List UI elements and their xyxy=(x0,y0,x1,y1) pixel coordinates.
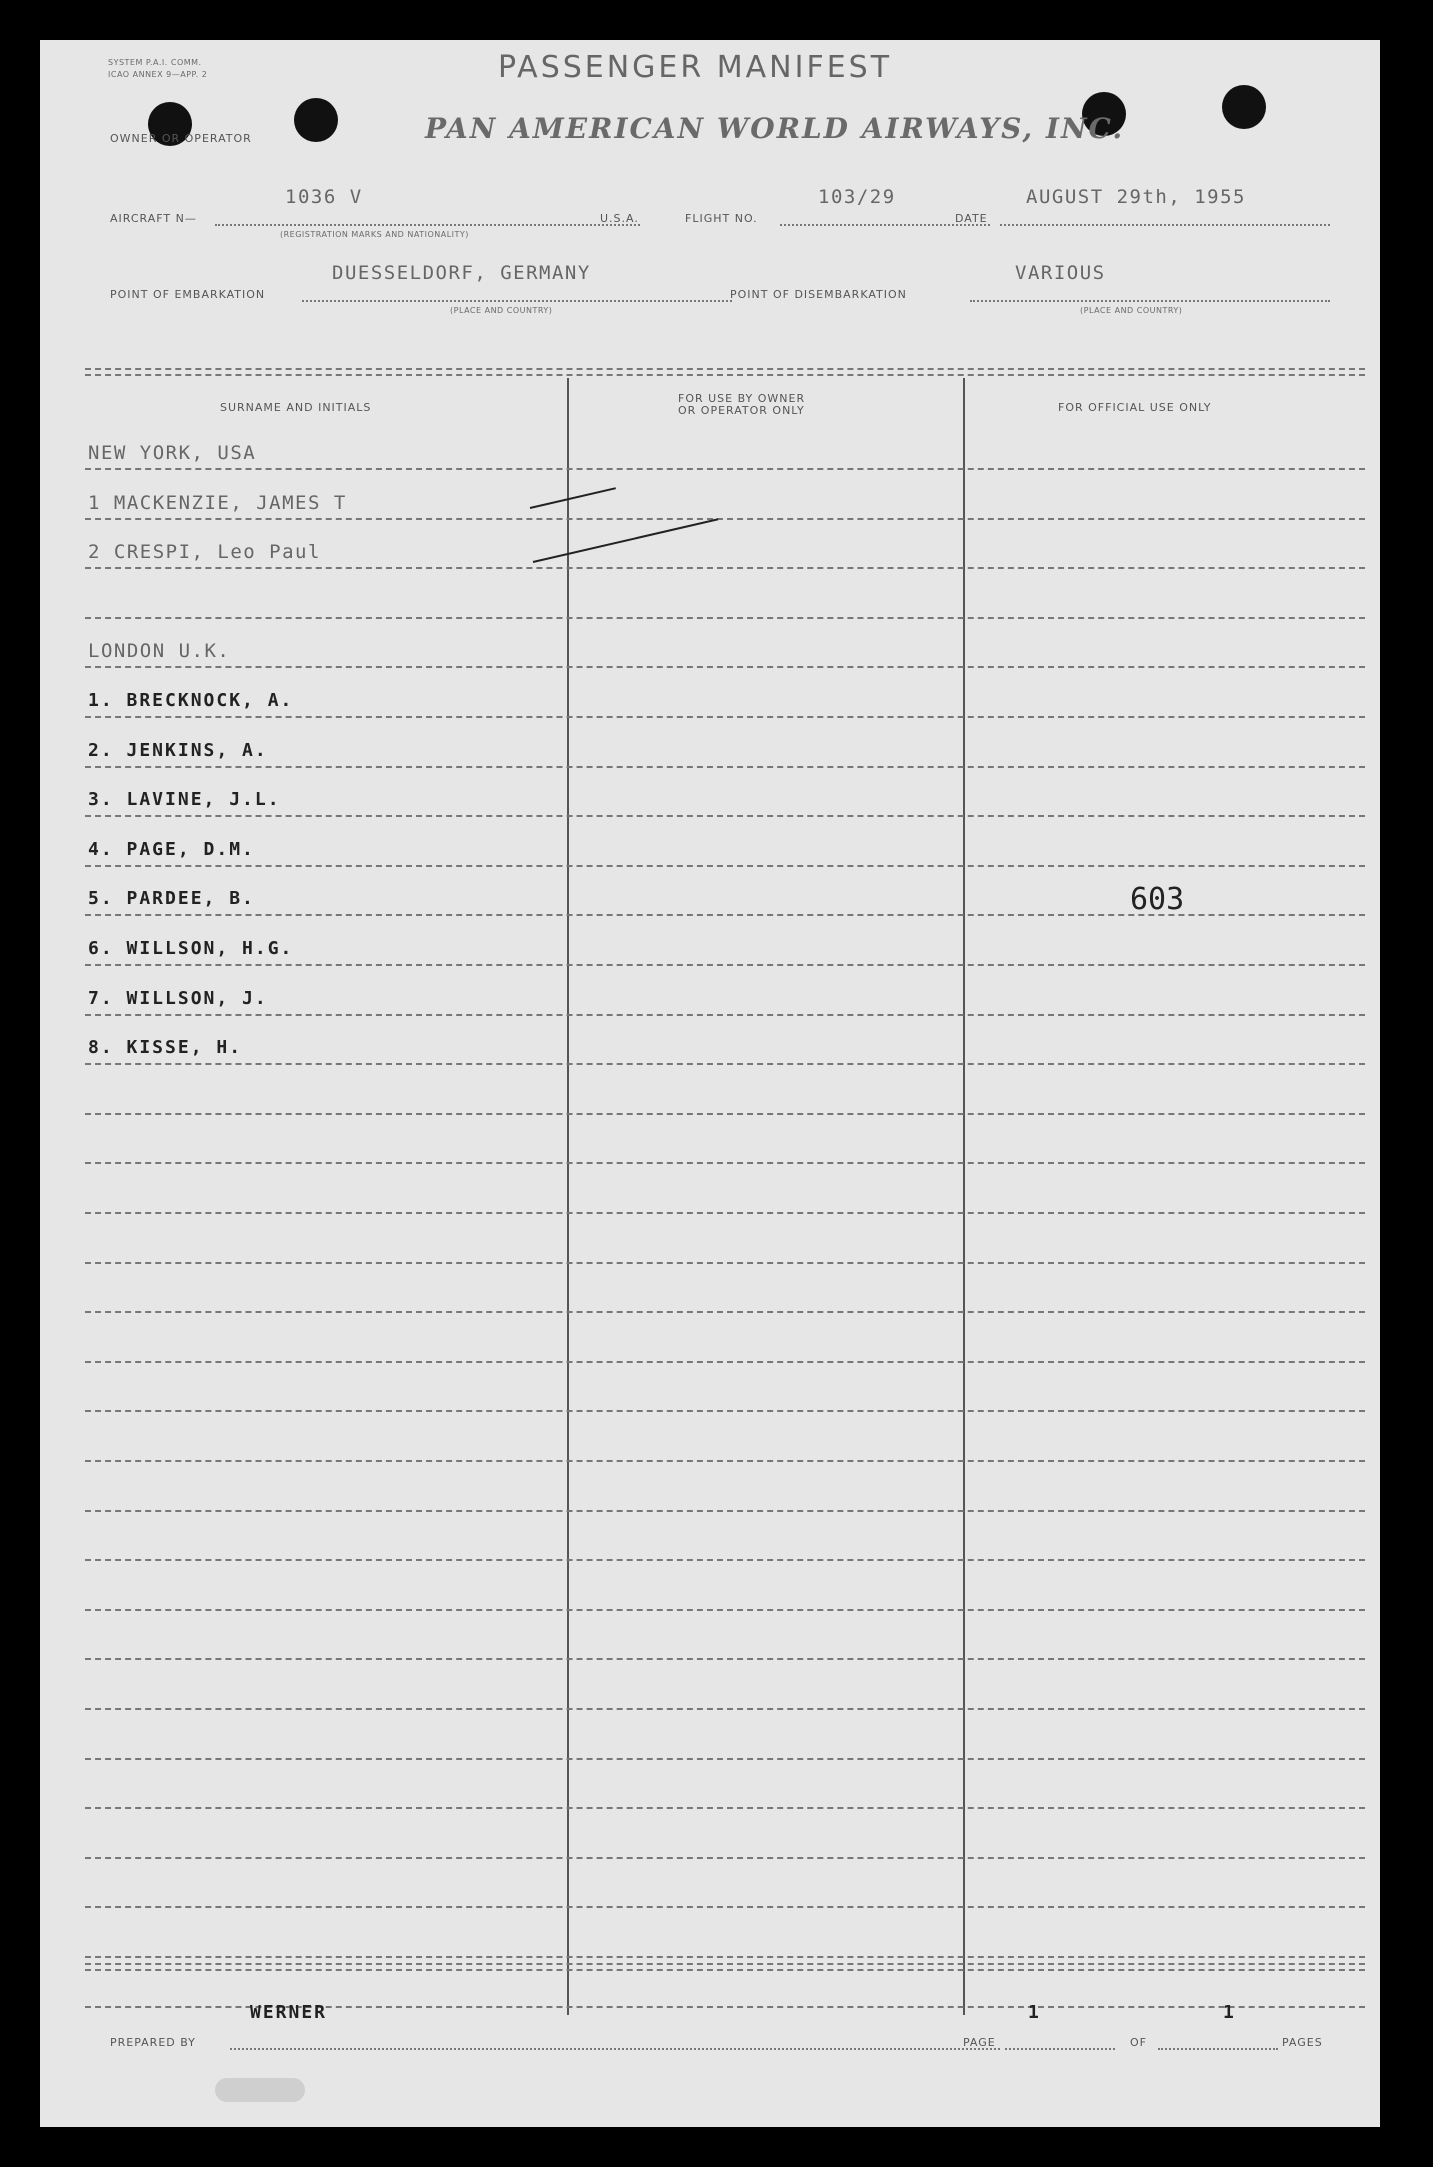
row-rule xyxy=(85,1758,1365,1760)
row-rule xyxy=(85,815,1365,817)
passenger-row: 8. KISSE, H. xyxy=(88,1037,243,1059)
registration-caption: (REGISTRATION MARKS AND NATIONALITY) xyxy=(280,230,469,239)
row-rule xyxy=(85,1658,1365,1660)
row-rule xyxy=(85,964,1365,966)
aircraft-suffix: U.S.A. xyxy=(600,212,639,225)
row-rule xyxy=(85,1906,1365,1908)
aircraft-field-line xyxy=(215,224,640,226)
column-divider xyxy=(963,378,965,2015)
pages-label: PAGES xyxy=(1282,2036,1323,2049)
row-rule xyxy=(85,1212,1365,1214)
table-bottom-rule xyxy=(85,1969,1365,1971)
place-caption: (PLACE AND COUNTRY) xyxy=(450,306,553,315)
row-rule xyxy=(85,666,1365,668)
passenger-row: 7. WILLSON, J. xyxy=(88,987,268,1009)
of-label: OF xyxy=(1130,2036,1147,2049)
passenger-row: 1 MACKENZIE, JAMES T xyxy=(88,491,347,514)
aircraft-number: 1036 V xyxy=(285,186,363,208)
row-rule xyxy=(85,1014,1365,1016)
passenger-row: 2 CRESPI, Leo Paul xyxy=(88,541,321,564)
table-bottom-rule xyxy=(85,1963,1365,1965)
row-rule xyxy=(85,617,1365,619)
passenger-row: 1. BRECKNOCK, A. xyxy=(88,690,294,711)
row-rule xyxy=(85,1708,1365,1710)
table-top-rule xyxy=(85,368,1365,370)
embarkation-value: DUESSELDORF, GERMANY xyxy=(332,262,591,284)
passenger-row: 4. PAGE, D.M. xyxy=(88,838,255,860)
passenger-row: 2. JENKINS, A. xyxy=(88,739,268,761)
disembarkation-label: POINT OF DISEMBARKATION xyxy=(730,288,907,301)
column-header-official-use: FOR OFFICIAL USE ONLY xyxy=(1058,401,1212,414)
flight-label: FLIGHT NO. xyxy=(685,212,758,225)
page-label: PAGE xyxy=(963,2036,996,2049)
manifest-paper xyxy=(40,40,1380,2127)
row-rule xyxy=(85,1361,1365,1363)
row-rule xyxy=(85,1262,1365,1264)
table-top-rule xyxy=(85,374,1365,376)
row-rule xyxy=(85,1559,1365,1561)
passenger-row: LONDON U.K. xyxy=(88,640,231,663)
row-rule xyxy=(85,1510,1365,1512)
row-rule xyxy=(85,567,1365,569)
row-rule xyxy=(85,1956,1365,1958)
date-value: AUGUST 29th, 1955 xyxy=(1026,186,1246,208)
row-rule xyxy=(85,716,1365,718)
row-rule xyxy=(85,1807,1365,1809)
row-rule xyxy=(85,1113,1365,1115)
place-caption-2: (PLACE AND COUNTRY) xyxy=(1080,306,1183,315)
operator-name: PAN AMERICAN WORLD AIRWAYS, INC. xyxy=(425,112,1125,145)
prepared-by-label: PREPARED BY xyxy=(110,2036,196,2049)
embarkation-field-line xyxy=(302,300,732,302)
row-rule xyxy=(85,1609,1365,1611)
row-rule xyxy=(85,1460,1365,1462)
row-rule xyxy=(85,1311,1365,1313)
page-number: 1 xyxy=(1028,2002,1041,2023)
punch-hole xyxy=(1222,85,1266,129)
passenger-row: NEW YORK, USA xyxy=(88,442,257,464)
prepared-by-line xyxy=(230,2048,1000,2050)
total-pages: 1 xyxy=(1223,2002,1236,2023)
pages-line xyxy=(1158,2048,1278,2050)
row-rule xyxy=(85,1162,1365,1164)
check-mark-stroke xyxy=(533,518,719,563)
check-mark-stroke xyxy=(530,487,616,509)
form-reference-1: SYSTEM P.A.I. COMM. xyxy=(108,58,202,67)
disembarkation-value: VARIOUS xyxy=(1015,262,1106,284)
row-rule xyxy=(85,1063,1365,1065)
disembarkation-field-line xyxy=(970,300,1330,302)
row-rule xyxy=(85,1410,1365,1412)
faint-stamp-mark xyxy=(215,2078,305,2102)
passenger-row: 3. LAVINE, J.L. xyxy=(88,789,281,811)
row-rule xyxy=(85,766,1365,768)
operator-label: OWNER OR OPERATOR xyxy=(110,132,252,145)
aircraft-label: AIRCRAFT N— xyxy=(110,212,197,225)
passenger-row: 6. WILLSON, H.G. xyxy=(88,938,294,959)
punch-hole xyxy=(294,98,338,142)
column-header-owner-use-2: OR OPERATOR ONLY xyxy=(678,404,805,417)
column-header-surname: SURNAME AND INITIALS xyxy=(220,401,372,414)
row-rule xyxy=(85,1857,1365,1859)
of-line xyxy=(1005,2048,1115,2050)
embarkation-label: POINT OF EMBARKATION xyxy=(110,288,266,301)
page-title: PASSENGER MANIFEST xyxy=(498,50,893,85)
row-rule xyxy=(85,865,1365,867)
row-rule xyxy=(85,518,1365,520)
prepared-by-value: WERNER xyxy=(250,2002,328,2023)
row-rule xyxy=(85,468,1365,470)
date-label: DATE xyxy=(955,212,988,225)
column-header-owner-use: FOR USE BY OWNER xyxy=(678,392,806,405)
official-mark: 603 xyxy=(1130,882,1185,917)
passenger-row: 5. PARDEE, B. xyxy=(88,888,255,910)
form-reference-2: ICAO ANNEX 9—APP. 2 xyxy=(108,70,208,79)
date-field-line xyxy=(1000,224,1330,226)
flight-number: 103/29 xyxy=(818,186,896,208)
column-divider xyxy=(567,378,569,2015)
